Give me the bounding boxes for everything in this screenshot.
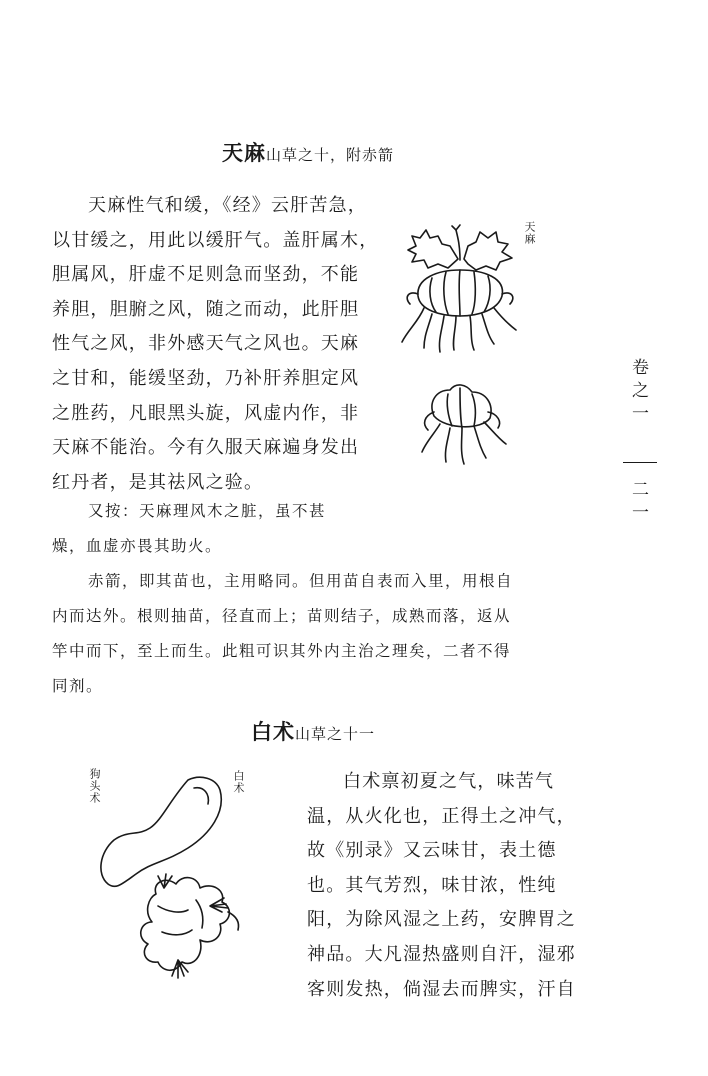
baizhu-paragraph bbox=[307, 765, 576, 1007]
text-line: 之甘和，能缓坚劲，乃补肝养胆定风 bbox=[52, 367, 360, 389]
tianma-note bbox=[52, 494, 326, 564]
text-line: 性气之风，非外感天气之风也。天麻 bbox=[52, 333, 360, 355]
section-subtitle: 山草之十，附赤箭 bbox=[266, 146, 395, 164]
chijian-paragraph bbox=[52, 564, 513, 704]
text-line: 赤箭，即其苗也，主用略同。但用苗自表而入里，用根自 bbox=[88, 572, 514, 590]
text-line: 燥，血虚亦畏其助火。 bbox=[52, 537, 223, 555]
text-line: 内而达外。根则抽苗，径直而上；苗则结子，成熟而落，返从 bbox=[52, 607, 512, 625]
text-line: 阳，为除风湿之上药，安脾胃之 bbox=[307, 909, 576, 931]
text-line: 故《别录》又云味甘，表土德 bbox=[307, 840, 557, 862]
text-line: 竿中而下，至上而生。此粗可识其外内主治之理矣，二者不得 bbox=[52, 642, 512, 660]
section-title: 天麻 bbox=[222, 140, 266, 165]
text-line: 白术禀初夏之气，味苦气 bbox=[343, 771, 555, 792]
section-heading-tianma bbox=[222, 137, 394, 167]
text-line: 红丹者，是其祛风之验。 bbox=[52, 471, 264, 493]
page-number: 二一 bbox=[628, 480, 648, 526]
section-heading-baizhu bbox=[251, 716, 375, 746]
text-line: 胆属风，肝虚不足则急而坚劲，不能 bbox=[52, 264, 360, 286]
text-line: 同剂。 bbox=[52, 677, 104, 695]
text-line: 养胆，胆腑之风，随之而动，此肝胆 bbox=[52, 298, 360, 320]
tianma-paragraph bbox=[52, 189, 378, 500]
tianma-illustration bbox=[398, 224, 528, 474]
text-line: 客则发热，倘湿去而脾实，汗自 bbox=[307, 978, 576, 1000]
margin-divider bbox=[623, 462, 657, 463]
volume-label: 卷之一 bbox=[628, 358, 648, 427]
tianma-figure-caption: 天麻 bbox=[523, 221, 536, 245]
text-line: 之胜药，凡眼黑头旋，风虚内作，非 bbox=[52, 402, 360, 424]
text-line: 温，从火化也，正得土之冲气， bbox=[307, 805, 576, 827]
section-title: 白术 bbox=[251, 719, 295, 744]
baizhu-figure-caption-baizhu: 白术 bbox=[232, 770, 245, 794]
text-line: 也。其气芳烈，味甘浓，性纯 bbox=[307, 874, 557, 896]
text-line: 天麻不能治。今有久服天麻遍身发出 bbox=[52, 437, 360, 459]
text-line: 天麻性气和缓，《经》云肝苦急， bbox=[88, 195, 367, 216]
text-line: 神品。大凡湿热盛则自汗，湿邪 bbox=[307, 943, 576, 965]
text-line: 以甘缓之，用此以缓肝气。盖肝属木， bbox=[52, 229, 379, 251]
baizhu-figure-caption-gouzhu: 狗头术 bbox=[88, 768, 101, 804]
section-subtitle: 山草之十一 bbox=[295, 725, 376, 743]
baizhu-illustration bbox=[92, 772, 292, 1002]
text-line: 又按：天麻理风木之脏，虽不甚 bbox=[88, 502, 327, 520]
